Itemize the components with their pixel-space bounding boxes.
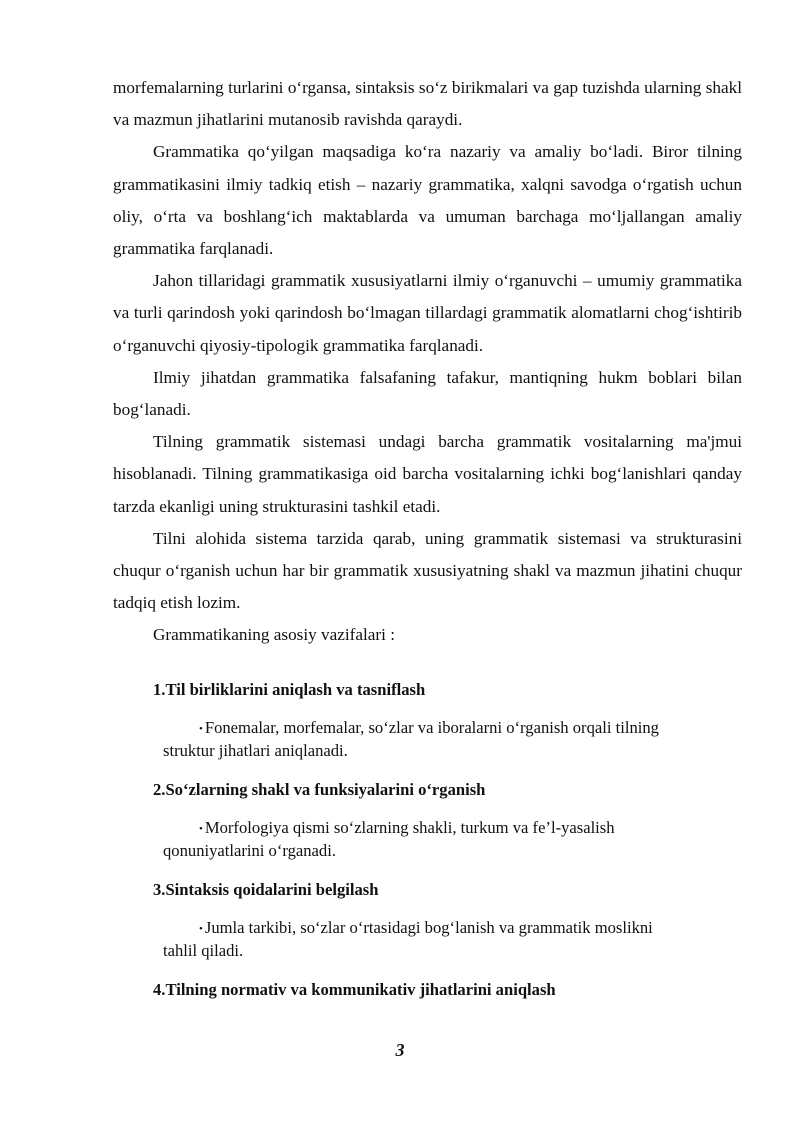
list-item [163,717,738,762]
bullet-text: Jumla tarkibi, so‘zlar o‘rtasidagi bog‘lanish va grammatik moslikni [204,918,653,937]
section-heading: 1.Til birliklarini aniqlash va tasniflash [153,680,426,699]
list-intro: Grammatikaning asosiy vazifalari : [153,625,395,645]
paragraph: Grammatika qo‘yilgan maqsadiga ko‘ra nazariy va amaliy bo‘ladi. Biror tilning grammatikasini ilmiy tadkiq etish – nazariy grammatika, xalqni savodga o‘rgatish uchun oliy, o‘rta va boshlang‘ich maktablarda va umuman barchaga mo‘ljallangan amaliy grammatika farqlanadi. [113,142,742,259]
bullet-icon: • [199,923,203,935]
paragraph: Tilning grammatik sistemasi undagi barcha grammatik vositalarning ma'jmui hisoblanadi. Tilning grammatikasiga oid barcha vositalarning ichki bog‘lanishlari qanday tarzda ekanligi uning strukturasini tashkil etadi. [113,432,742,516]
bullet-text: Morfologiya qismi so‘zlarning shakli, turkum va fe’l-yasalish [204,818,615,837]
section-heading: 4.Tilning normativ va kommunikativ jihatlarini aniqlash [153,980,556,999]
list-item [163,917,738,962]
bullet-text: Fonemalar, morfemalar, so‘zlar va iboralarni o‘rganish orqali tilning [204,718,659,737]
page-number: 3 [395,1040,405,1060]
bullet-icon: • [199,723,203,735]
bullet-text: struktur jihatlari aniqlanadi. [163,741,348,760]
list-item [163,817,738,862]
bullet-text: tahlil qiladi. [163,941,244,960]
paragraph: Ilmiy jihatdan grammatika falsafaning tafakur, mantiqning hukm boblari bilan bog‘lanadi. [113,367,742,420]
bullet-icon: • [199,823,203,835]
tasks-list [153,676,742,1004]
section-heading: 3.Sintaksis qoidalarini belgilash [153,880,379,899]
paragraph: Jahon tillaridagi grammatik xususiyatlarni ilmiy o‘rganuvchi – umumiy grammatika va turli qarindosh yoki qarindosh bo‘lmagan tillardagi grammatik alomatlarni chog‘ishtirib o‘rganuvchi qiyosiy-tipologik grammatika farqlanadi. [113,271,742,355]
section-heading: 2.So‘zlarning shakl va funksiyalarini o‘rganish [153,780,486,799]
paragraph: Tilni alohida sistema tarzida qarab, uning grammatik sistemasi va strukturasini chuqur o‘rganish uchun har bir grammatik xususiyatning shakl va mazmun jihatini chuqur tadqiq etish lozim. [113,528,742,613]
paragraph: morfemalarning turlarini o‘rgansa, sintaksis so‘z birikmalari va gap tuzishda ularning shakl va mazmun jihatlarini mutanosib ravishda qaraydi. [113,78,742,130]
bullet-text: qonuniyatlarini o‘rganadi. [163,841,336,860]
body-text [113,72,742,652]
